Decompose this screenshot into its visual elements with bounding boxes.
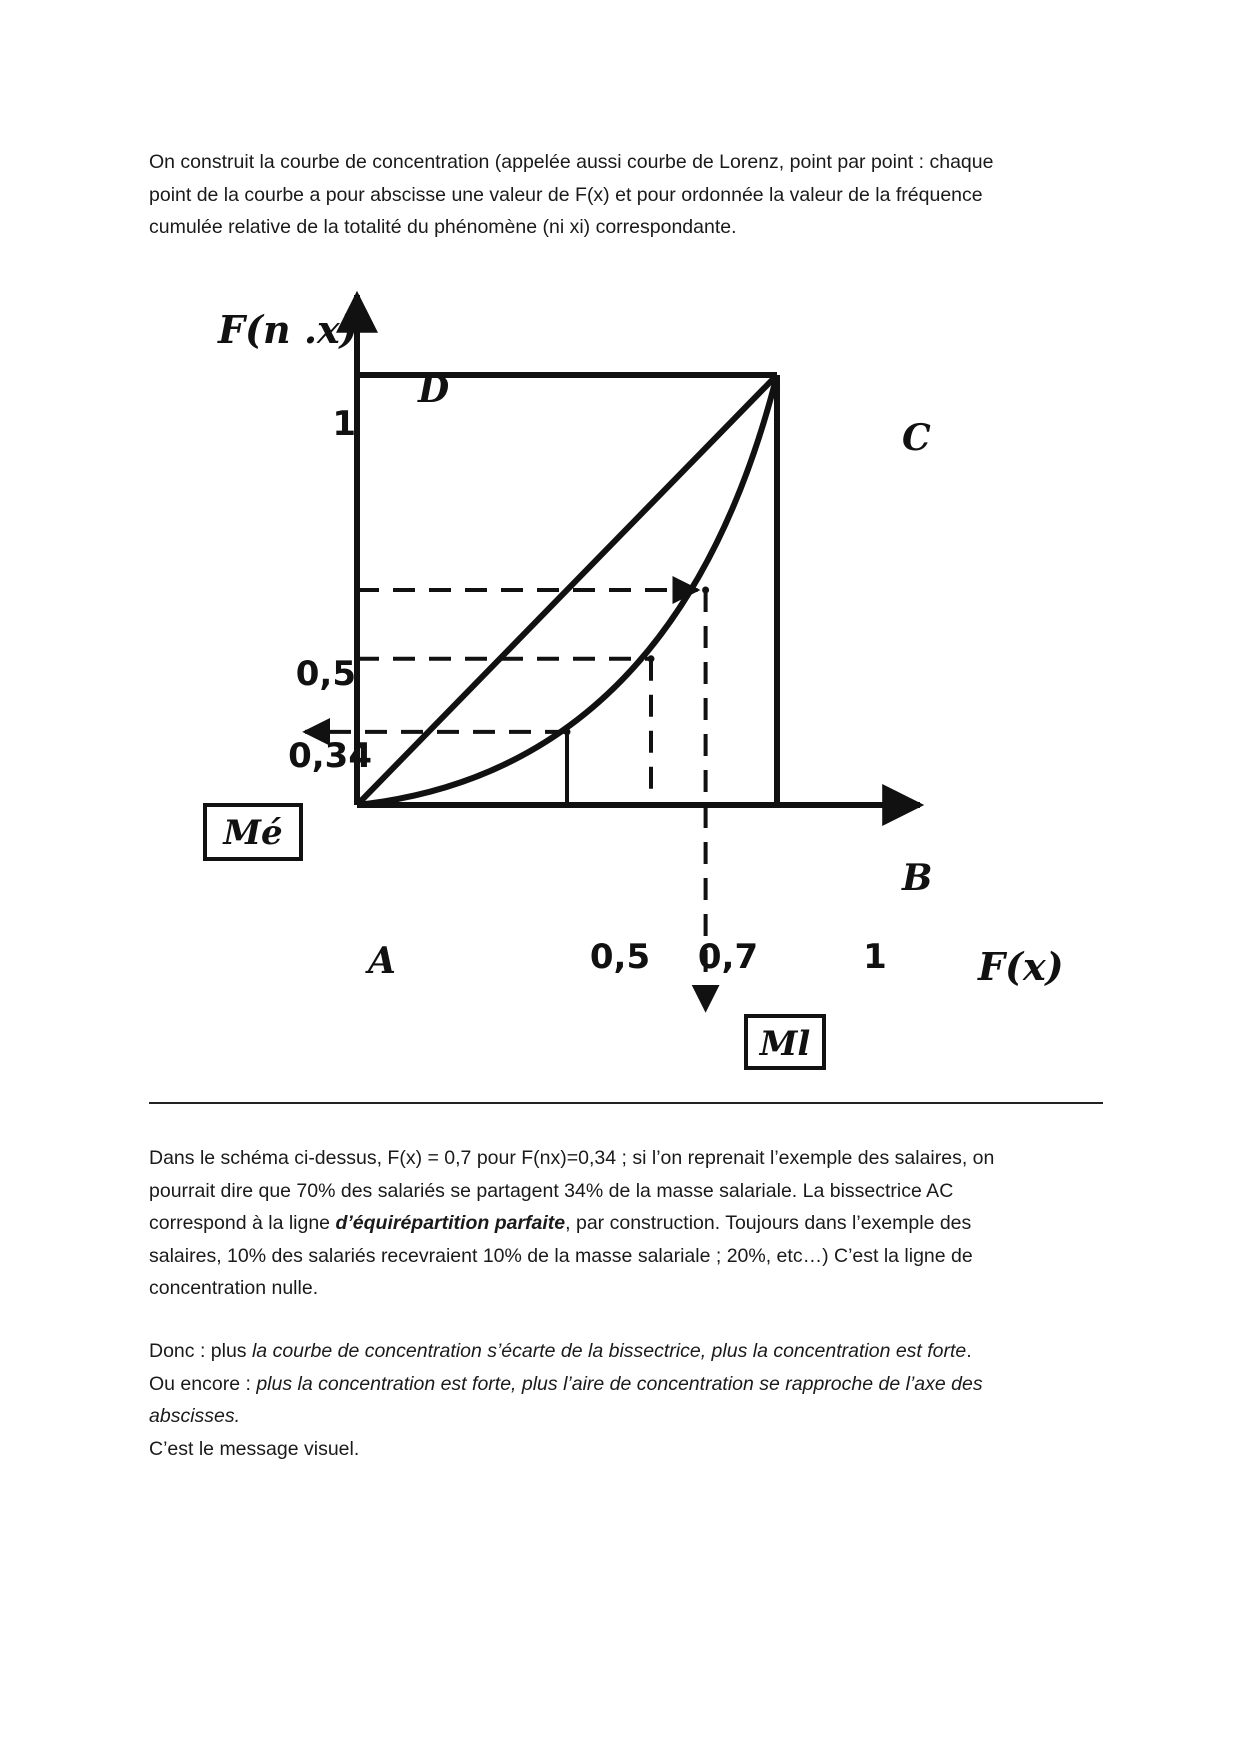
y-tick-1: 1 <box>332 404 356 444</box>
explain-line-5: concentration nulle. <box>149 1277 319 1299</box>
intro-line-3: cumulée relative de la totalité du phénomène (ni xi) correspondante. <box>149 216 737 238</box>
lorenz-curve-figure <box>150 275 1096 1080</box>
explain-line-3 <box>149 1207 1109 1240</box>
conclusion-line-1-start: Donc : plus <box>149 1340 252 1362</box>
medial-box-label: Ml <box>759 1024 811 1064</box>
intro-paragraph <box>149 146 1109 244</box>
explain-line-3-start: correspond à la ligne <box>149 1212 336 1234</box>
explain-line-1: Dans le schéma ci-dessus, F(x) = 0,7 pour F(nx)=0,34 ; si l’on reprenait l’exemple des salaires, on <box>149 1147 995 1169</box>
point-d-label: D <box>418 369 450 411</box>
explain-line-3-end: , par construction. Toujours dans l’exemple des <box>565 1212 972 1234</box>
explain-line-2: pourrait dire que 70% des salariés se partagent 34% de la masse salariale. La bissectrice AC <box>149 1179 954 1202</box>
explain-line-4: salaires, 10% des salariés recevraient 10% de la masse salariale ; 20%, etc…) C’est la ligne de <box>149 1244 973 1267</box>
point-b-label: B <box>902 857 933 899</box>
x-tick-0-7: 0,7 <box>697 937 759 977</box>
point-a-label: A <box>368 940 396 982</box>
lorenz-curve-chart <box>150 275 1096 1080</box>
conclusion-line-1 <box>149 1335 1109 1368</box>
conclusion-line-2 <box>149 1368 1109 1401</box>
x-tick-0-5: 0,5 <box>589 937 651 977</box>
conclusion-paragraph <box>149 1335 1109 1465</box>
section-divider <box>149 1102 1103 1104</box>
median-box-label: Mé <box>223 813 283 853</box>
conclusion-line-4: C’est le message visuel. <box>149 1437 360 1460</box>
conclusion-line-1-end: . <box>966 1340 972 1362</box>
equirepartition-term: d’équirépartition parfaite <box>335 1212 566 1234</box>
x-tick-1: 1 <box>863 937 887 977</box>
y-tick-0-5: 0,5 <box>295 654 356 694</box>
conclusion-line-3 <box>149 1400 1109 1433</box>
intro-line-2: point de la courbe a pour abscisse une valeur de F(x) et pour ordonnée la valeur de la fréquence <box>149 183 983 206</box>
point-c-label: C <box>902 417 931 459</box>
conclusion-line-2-start: Ou encore : <box>149 1372 257 1395</box>
y-axis-label: F(n .x) <box>218 307 358 352</box>
y-tick-0-34: 0,34 <box>288 736 372 776</box>
conclusion-line-3-emphasis: abscisses. <box>149 1405 241 1427</box>
conclusion-line-1-emphasis: la courbe de concentration s’écarte de la bissectrice, plus la concentration est forte <box>251 1340 967 1362</box>
x-axis-label: F(x) <box>978 944 1064 989</box>
intro-line-1: On construit la courbe de concentration (appelée aussi courbe de Lorenz, point par point : chaque <box>149 151 994 173</box>
conclusion-line-2-emphasis: plus la concentration est forte, plus l’aire de concentration se rapproche de l’axe des <box>256 1372 983 1395</box>
explanation-paragraph <box>149 1142 1109 1305</box>
